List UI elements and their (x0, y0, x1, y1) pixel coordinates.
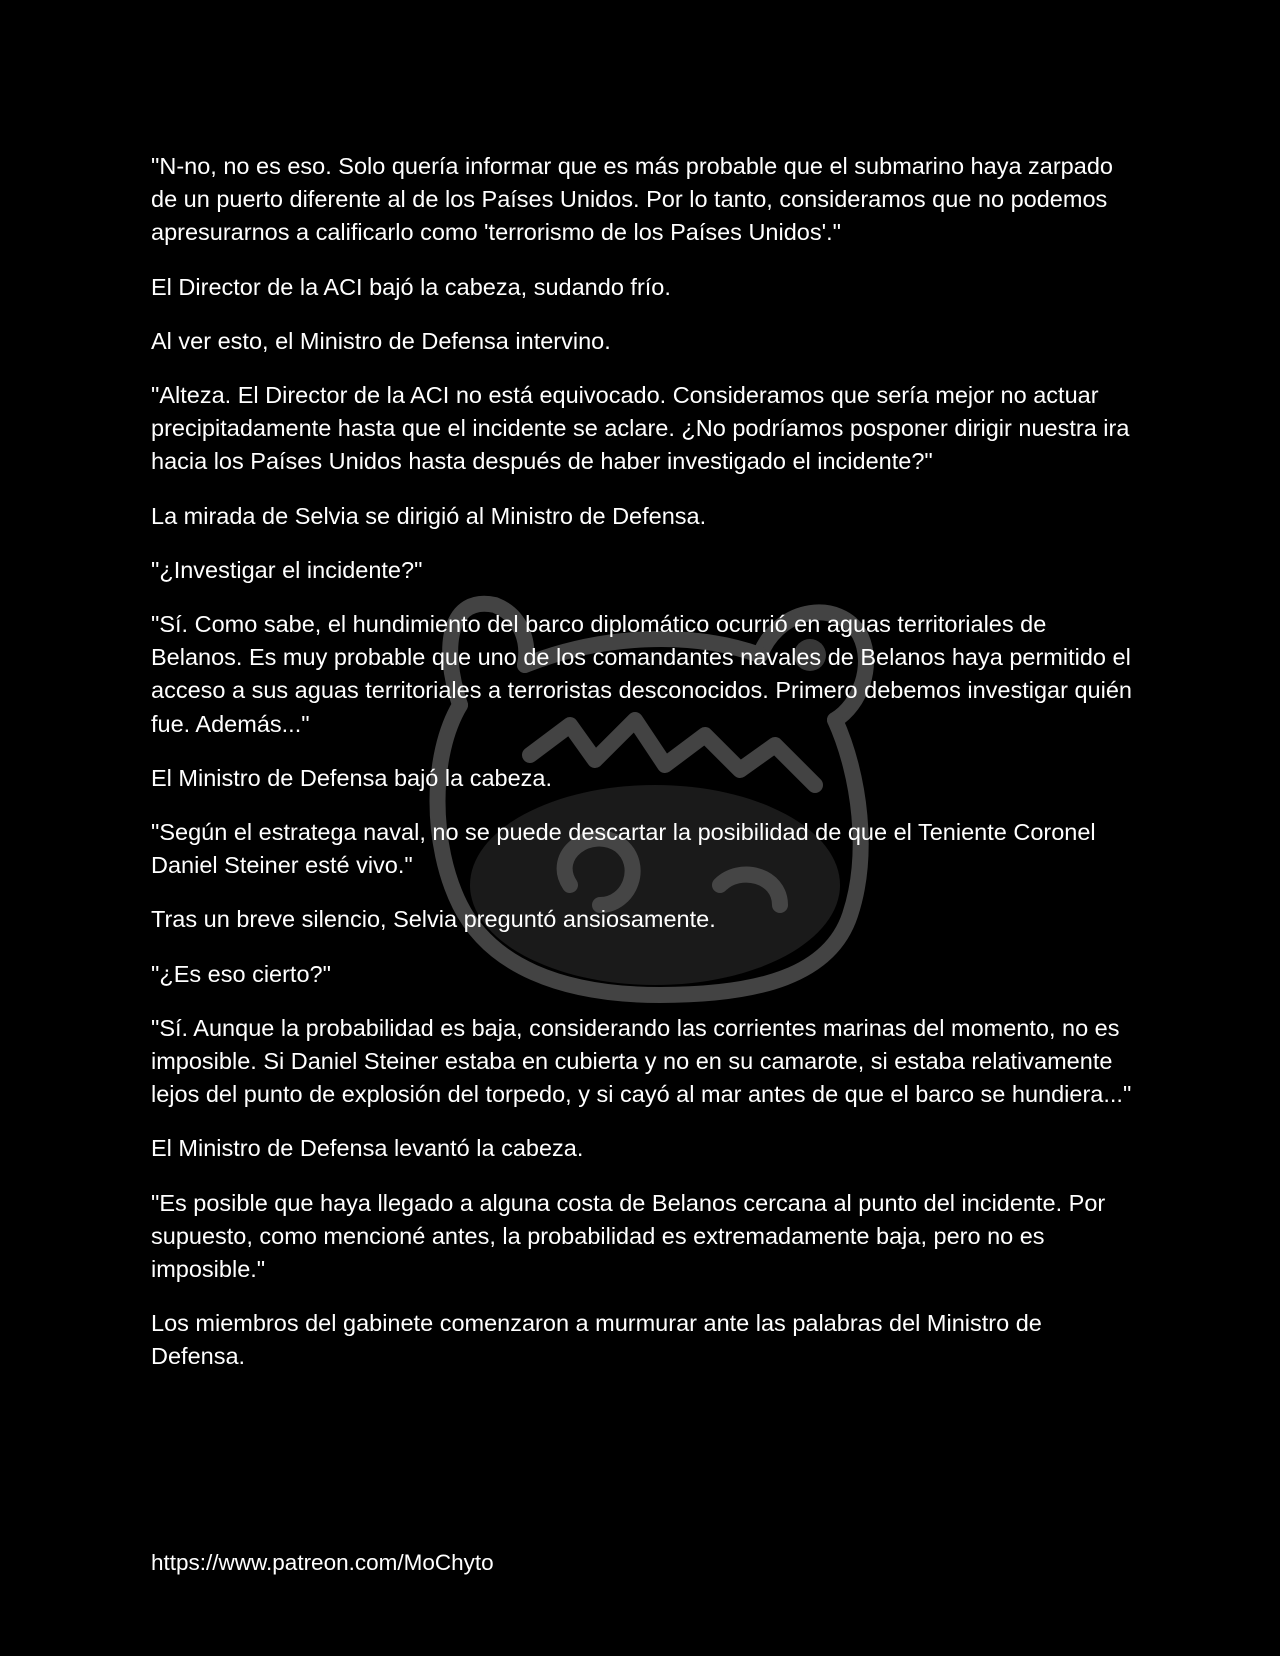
paragraph: El Ministro de Defensa levantó la cabeza. (151, 1135, 584, 1162)
paragraph: El Director de la ACI bajó la cabeza, sudando frío. (151, 273, 671, 300)
paragraph: La mirada de Selvia se dirigió al Ministro de Defensa. (151, 502, 707, 529)
paragraph: El Ministro de Defensa bajó la cabeza. (151, 764, 553, 791)
paragraph: "Sí. Como sabe, el hundimiento del barco diplomático ocurrió en aguas territoriales de Belanos. Es muy probable que uno de los comandantes navales de Belanos haya permitido el acceso a sus aguas territoriales a terroristas desconocidos. Primero debemos investigar quién fue. Además..." (151, 611, 1132, 737)
paragraph: Al ver esto, el Ministro de Defensa intervino. (151, 327, 611, 354)
paragraph: "¿Investigar el incidente?" (151, 556, 423, 583)
paragraph: Los miembros del gabinete comenzaron a murmurar ante las palabras del Ministro de Defensa. (151, 1310, 1042, 1370)
paragraph: Tras un breve silencio, Selvia preguntó ansiosamente. (151, 906, 716, 933)
paragraph: "Alteza. El Director de la ACI no está equivocado. Consideramos que sería mejor no actuar precipitadamente hasta que el incidente se aclare. ¿No podríamos posponer dirigir nuestra ira hacia los Países Unidos hasta después de haber investigado el incidente?" (151, 382, 1130, 475)
patreon-link[interactable]: https://www.patreon.com/MoChyto (151, 1550, 494, 1575)
chapter-text (151, 150, 1136, 1395)
paragraph: "N-no, no es eso. Solo quería informar que es más probable que el submarino haya zarpado de un puerto diferente al de los Países Unidos. Por lo tanto, consideramos que no podemos apresurarnos a calificarlo como 'terrorismo de los Países Unidos'." (151, 153, 1113, 246)
paragraph: "¿Es eso cierto?" (151, 960, 331, 987)
paragraph: "Sí. Aunque la probabilidad es baja, considerando las corrientes marinas del momento, no es imposible. Si Daniel Steiner estaba en cubierta y no en su camarote, si estaba relativamente lejos del punto de explosión del torpedo, y si cayó al mar antes de que el barco se hundiera..." (151, 1014, 1132, 1108)
paragraph: "Según el estratega naval, no se puede descartar la posibilidad de que el Teniente Coronel Daniel Steiner esté vivo." (151, 819, 1096, 879)
paragraph: "Es posible que haya llegado a alguna costa de Belanos cercana al punto del incidente. Por supuesto, como mencioné antes, la probabilidad es extremadamente baja, pero no es imposible." (151, 1189, 1106, 1283)
